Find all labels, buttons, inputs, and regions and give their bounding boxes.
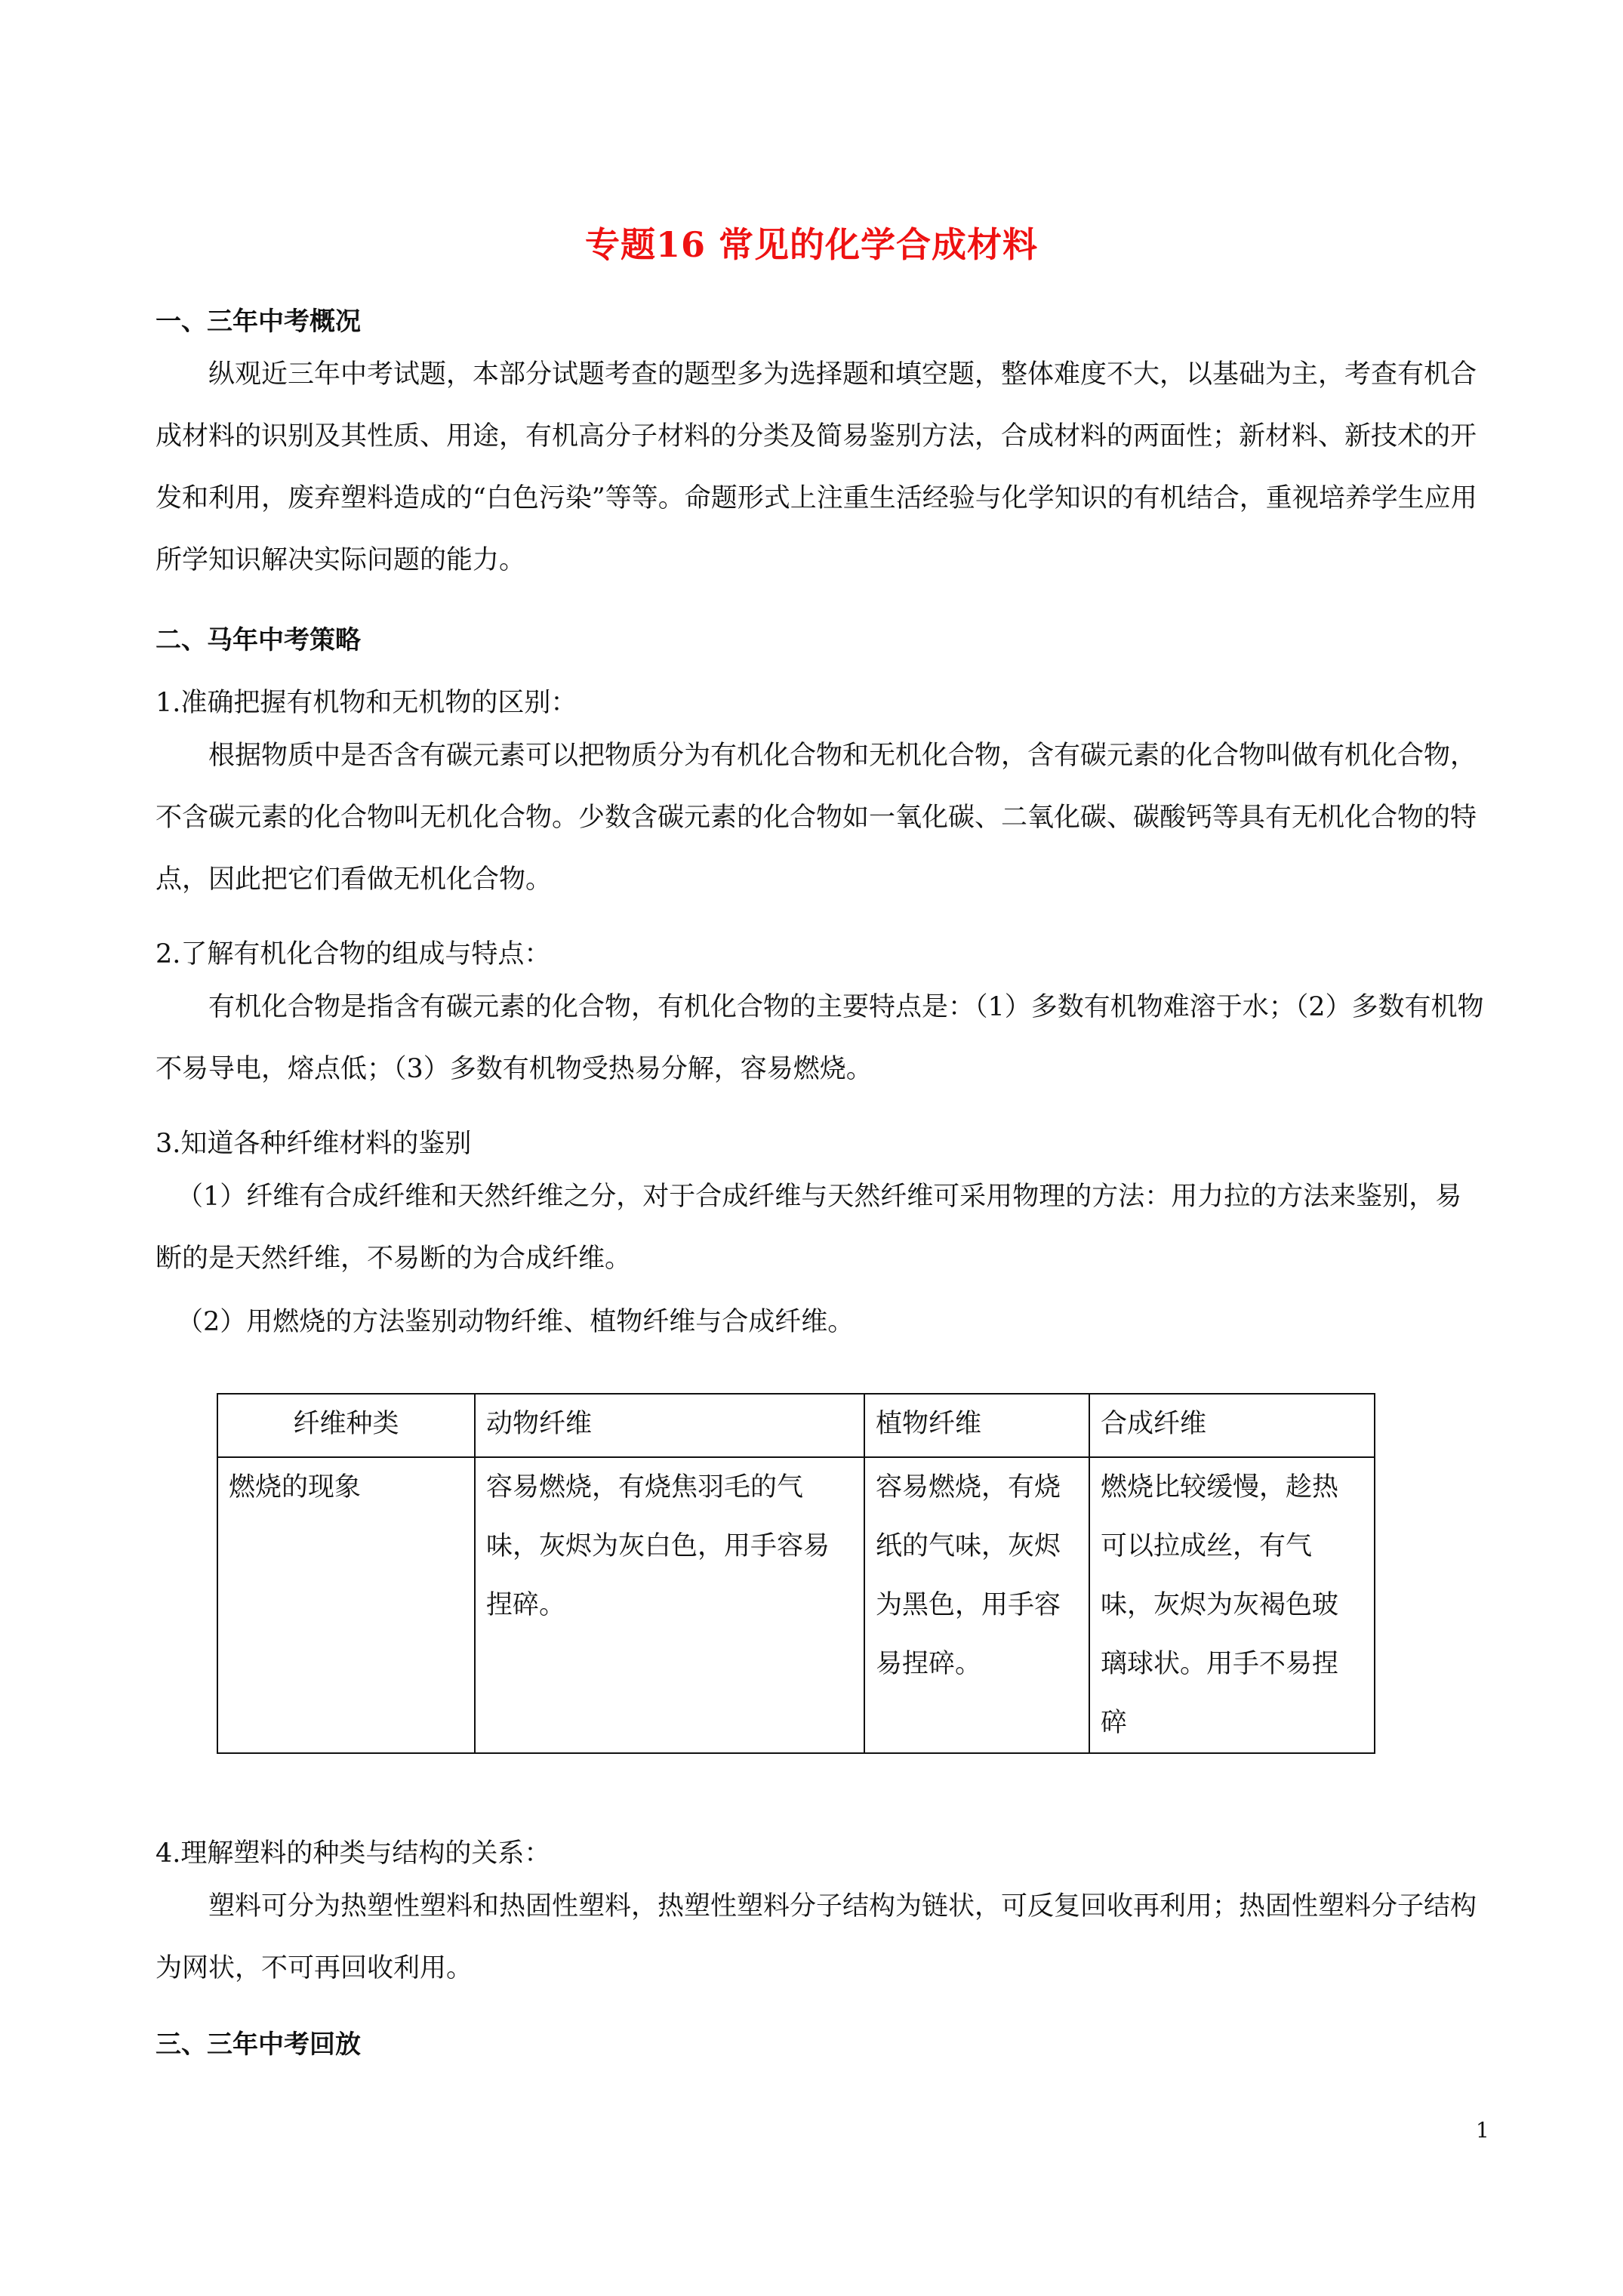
item3-paragraph-2: （2）用燃烧的方法鉴别动物纤维、植物纤维与合成纤维。 (177, 1307, 855, 1337)
overview-paragraph: 纵观近三年中考试题，本部分试题考查的题型多为选择题和填空题，整体难度不大，以基础为主，考查有机合成材料的识别及其性质、用途，有机高分子材料的分类及简易鉴别方法，合成材料的两面性；新材料、新技术的开发和利用，废弃塑料造成的“白色污染”等等。命题形式上注重生活经验与化学知识的有机结合，重视培养学生应用所学知识解决实际问题的能力。 (156, 359, 1477, 575)
section-heading-overview: 一、三年中考概况 (156, 307, 361, 337)
item4-title: 4.理解塑料的种类与结构的关系： (156, 1838, 551, 1869)
table-header-row (217, 1394, 1375, 1457)
item4-paragraph: 塑料可分为热塑性塑料和热固性塑料，热塑性塑料分子结构为链状，可反复回收再利用；热固性塑料分子结构为网状，不可再回收利用。 (156, 1891, 1477, 1983)
table-header-cell: 动物纤维 (475, 1394, 864, 1457)
table-cell: 容易燃烧，有烧焦羽毛的气味，灰烬为灰白色，用手容易捏碎。 (475, 1457, 864, 1753)
item3-title: 3.知道各种纤维材料的鉴别 (156, 1129, 472, 1159)
table-row (217, 1457, 1375, 1753)
table-header-cell: 合成纤维 (1089, 1394, 1375, 1457)
item2-paragraph: 有机化合物是指含有碳元素的化合物，有机化合物的主要特点是：（1）多数有机物难溶于水；（2）多数有机物不易导电，熔点低；（3）多数有机物受热易分解，容易燃烧。 (156, 992, 1484, 1084)
table-header-cell: 纤维种类 (217, 1394, 475, 1457)
table-cell: 燃烧比较缓慢，趁热可以拉成丝，有气味，灰烬为灰褐色玻璃球状。用手不易捏碎 (1089, 1457, 1375, 1753)
section-heading-review: 三、三年中考回放 (156, 2029, 361, 2060)
item2-title: 2.了解有机化合物的组成与特点： (156, 939, 551, 969)
section-heading-strategy: 二、马年中考策略 (156, 625, 361, 655)
table-header-cell: 植物纤维 (864, 1394, 1089, 1457)
item1-title: 1.准确把握有机物和无机物的区别： (156, 688, 577, 718)
table-cell: 容易燃烧，有烧纸的气味，灰烬为黑色，用手容易捏碎。 (864, 1457, 1089, 1753)
item3-paragraph-1: （1）纤维有合成纤维和天然纤维之分，对于合成纤维与天然纤维可采用物理的方法：用力拉的方法来鉴别，易断的是天然纤维，不易断的为合成纤维。 (156, 1182, 1462, 1274)
page-title: 专题16 常见的化学合成材料 (584, 224, 1039, 265)
item1-paragraph: 根据物质中是否含有碳元素可以把物质分为有机化合物和无机化合物，含有碳元素的化合物叫做有机化合物，不含碳元素的化合物叫无机化合物。少数含碳元素的化合物如一氧化碳、二氧化碳、碳酸钙等具有无机化合物的特点，因此把它们看做无机化合物。 (156, 741, 1477, 895)
table-row-label: 燃烧的现象 (217, 1457, 475, 1753)
page-number: 1 (1476, 2118, 1489, 2143)
fiber-identification-table (217, 1393, 1375, 1754)
